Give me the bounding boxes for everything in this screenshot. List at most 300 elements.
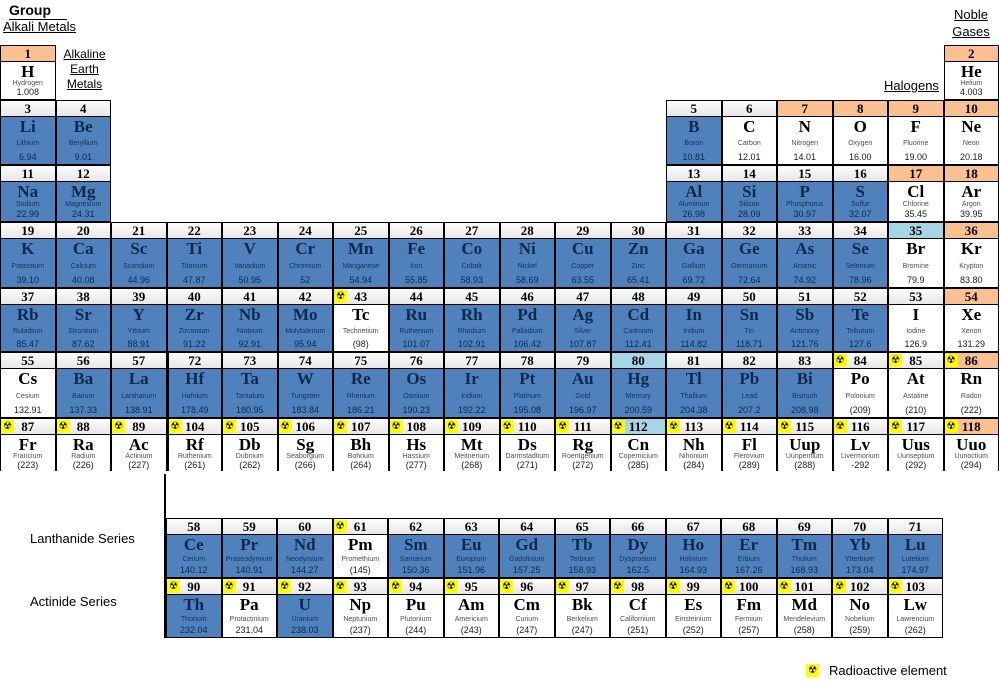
- element-name: Copper: [571, 262, 595, 270]
- element-symbol: W: [296, 369, 314, 388]
- element-cell-Mg: [56, 165, 112, 222]
- element-symbol: Er: [739, 535, 759, 554]
- element-cell-Ag: [555, 288, 611, 352]
- element-cell-Cd: [611, 288, 667, 352]
- element-name: Promethium: [341, 555, 380, 563]
- element-name: Potassium: [11, 262, 45, 270]
- element-symbol: Ac: [128, 435, 149, 454]
- element-cell-Dy: [610, 518, 666, 578]
- element-cell-Bh: [333, 418, 389, 471]
- element-mass: 186.21: [346, 405, 375, 415]
- element-cell-Cs: [0, 352, 56, 418]
- element-cell-Hf: [167, 352, 223, 418]
- element-symbol: Cf: [628, 595, 647, 614]
- element-mass: 26.98: [682, 209, 706, 219]
- element-cell-Nb: [222, 288, 278, 352]
- element-name: Germanium: [730, 262, 768, 270]
- element-cell-Ir: [444, 352, 500, 418]
- element-number: 45: [445, 289, 499, 305]
- element-name: Vanadium: [234, 262, 266, 270]
- element-cell-Db: [222, 418, 278, 471]
- element-symbol: Cs: [18, 369, 38, 388]
- element-name: Thorium: [180, 615, 207, 623]
- element-number: 81: [667, 353, 721, 369]
- element-number: 24: [279, 223, 333, 239]
- element-number: 20: [57, 223, 111, 239]
- element-name: Curium: [515, 615, 539, 623]
- element-name: Nobelium: [844, 615, 875, 623]
- element-mass: 114.82: [680, 339, 708, 349]
- radioactive-icon: ☢: [556, 580, 569, 593]
- element-name: Krypton: [959, 262, 984, 270]
- element-name: Carbon: [737, 140, 761, 147]
- element-number: ☢ 107: [334, 419, 388, 435]
- element-symbol: Cr: [295, 239, 316, 258]
- element-number: 22: [168, 223, 222, 239]
- element-symbol: Fe: [407, 239, 426, 258]
- element-mass: 106.42: [513, 339, 542, 349]
- element-name: Nihonium: [678, 453, 709, 460]
- element-number: 53: [889, 289, 943, 305]
- element-symbol: Ir: [464, 369, 479, 388]
- element-mass: 20.18: [959, 152, 983, 162]
- element-cell-Co: [444, 222, 500, 288]
- radioactive-icon: ☢: [223, 580, 236, 593]
- radioactive-icon: ☢: [834, 354, 847, 367]
- element-name: Indium: [683, 327, 705, 335]
- element-name: Hafnium: [181, 392, 208, 400]
- element-cell-Rn: [944, 352, 999, 418]
- element-mass: (145): [349, 565, 371, 575]
- element-cell-Rh: [444, 288, 500, 352]
- element-cell-Am: [444, 578, 500, 638]
- element-number: 14: [723, 166, 777, 182]
- element-symbol: Zn: [627, 239, 649, 258]
- element-number: 46: [501, 289, 555, 305]
- element-symbol: Pb: [739, 369, 760, 388]
- element-mass: 101.07: [402, 339, 431, 349]
- element-name: Rhodium: [457, 327, 486, 335]
- element-name: Argon: [961, 201, 981, 208]
- element-cell-Ba: [56, 352, 112, 418]
- element-cell-C: [722, 100, 778, 165]
- element-mass: 200.59: [624, 405, 653, 415]
- halogens-link[interactable]: Halogens: [884, 78, 939, 93]
- element-number: 74: [279, 353, 333, 369]
- element-cell-Fr: [0, 418, 56, 471]
- element-name: Sulfur: [851, 201, 870, 208]
- element-number: 19: [1, 223, 55, 239]
- element-mass: 118.71: [735, 339, 763, 349]
- element-mass: (258): [793, 625, 815, 635]
- element-name: Scandium: [123, 262, 155, 270]
- element-name: Fluorine: [903, 140, 929, 147]
- element-mass: 195.08: [513, 405, 542, 415]
- element-number: 69: [778, 519, 832, 535]
- element-name: Xenon: [961, 327, 982, 335]
- element-number: 58: [167, 519, 221, 535]
- radioactive-icon: ☢: [279, 420, 292, 433]
- element-symbol: Eu: [460, 535, 482, 554]
- element-name: Calcium: [70, 262, 96, 270]
- element-number: 77: [445, 353, 499, 369]
- element-mass: 204.38: [679, 405, 708, 415]
- element-cell-Pa: [222, 578, 278, 638]
- element-mass: (272): [572, 460, 594, 470]
- element-cell-Hs: [389, 418, 445, 471]
- radioactive-icon: ☢: [334, 420, 347, 433]
- element-mass: 6.94: [18, 152, 37, 162]
- element-name: Dysprosium: [619, 555, 657, 563]
- element-cell-Se: [833, 222, 889, 288]
- element-mass: (243): [460, 625, 482, 635]
- element-name: Iodine: [906, 327, 926, 335]
- element-number: 59: [223, 519, 277, 535]
- element-symbol: Hs: [406, 435, 427, 454]
- element-number: ☢ 105: [223, 419, 277, 435]
- element-mass: -292: [851, 460, 870, 470]
- element-mass: 158.93: [568, 565, 597, 575]
- radioactive-icon: ☢: [945, 354, 958, 367]
- element-cell-Sb: [777, 288, 833, 352]
- element-number: ☢ 90: [167, 579, 221, 595]
- element-symbol: Mg: [70, 182, 96, 201]
- element-symbol: Be: [73, 117, 93, 136]
- element-symbol: Es: [684, 595, 703, 614]
- element-cell-Nd: [277, 518, 333, 578]
- element-mass: (259): [849, 625, 871, 635]
- element-cell-Be: [56, 100, 112, 165]
- element-symbol: Np: [349, 595, 372, 614]
- element-mass: 92.91: [238, 339, 262, 349]
- element-cell-Pb: [722, 352, 778, 418]
- element-number: ☢ 115: [778, 419, 832, 435]
- element-number: 57: [112, 353, 166, 369]
- element-symbol: Rn: [960, 369, 983, 388]
- element-symbol: Gd: [515, 535, 539, 554]
- element-number: ☢ 100: [722, 579, 776, 595]
- element-mass: (264): [350, 460, 372, 470]
- element-cell-Re: [333, 352, 389, 418]
- element-number: ☢ 108: [390, 419, 444, 435]
- element-mass: 72.64: [737, 275, 761, 285]
- element-name: Polonium: [845, 392, 875, 400]
- element-symbol: F: [910, 117, 921, 136]
- element-name: Hydrogen: [12, 80, 43, 87]
- element-number: 6: [723, 101, 777, 117]
- element-cell-Li: [0, 100, 56, 165]
- element-symbol: Xe: [961, 305, 982, 324]
- element-symbol: Db: [238, 435, 261, 454]
- element-symbol: Pm: [347, 535, 373, 554]
- element-mass: (210): [905, 405, 927, 415]
- element-symbol: Bh: [350, 435, 372, 454]
- element-name: Manganese: [342, 262, 380, 270]
- element-mass: 19.00: [904, 152, 928, 162]
- element-symbol: Md: [791, 595, 817, 614]
- element-mass: (209): [849, 405, 871, 415]
- element-cell-La: [111, 352, 167, 418]
- element-number: ☢ 92: [278, 579, 332, 595]
- element-symbol: Pt: [519, 369, 536, 388]
- element-symbol: Th: [183, 595, 205, 614]
- radioactive-icon: ☢: [889, 354, 902, 367]
- element-symbol: H: [21, 62, 35, 81]
- element-symbol: Uuo: [956, 435, 987, 454]
- element-cell-Mn: [333, 222, 389, 288]
- element-number: 35: [889, 223, 943, 239]
- element-cell-Th: [166, 578, 222, 638]
- radioactive-icon: ☢: [889, 580, 902, 593]
- alkaline-earth-line2: Earth: [70, 62, 99, 76]
- element-mass: 88.91: [127, 339, 151, 349]
- element-symbol: Sr: [74, 305, 92, 324]
- element-name: Iron: [410, 262, 423, 270]
- element-symbol: Tm: [791, 535, 817, 554]
- element-name: Flerovium: [733, 453, 765, 460]
- element-number: ☢ 89: [112, 419, 166, 435]
- element-number: 83: [778, 353, 832, 369]
- element-mass: 140.91: [235, 565, 264, 575]
- radioactive-icon: ☢: [611, 580, 624, 593]
- element-symbol: Cd: [627, 305, 650, 324]
- radioactive-icon: ☢: [57, 420, 70, 433]
- element-number: 82: [723, 353, 777, 369]
- element-symbol: Fl: [741, 435, 757, 454]
- element-cell-Cm: [499, 578, 555, 638]
- element-mass: 232.04: [179, 625, 208, 635]
- element-cell-Ar: [944, 165, 999, 222]
- element-name: Strontium: [68, 327, 99, 335]
- element-symbol: P: [799, 182, 810, 201]
- radioactive-icon: ☢: [445, 420, 458, 433]
- radioactive-icon: ☢: [445, 580, 458, 593]
- element-number: 36: [945, 223, 999, 239]
- element-cell-S: [833, 165, 889, 222]
- element-mass: (227): [128, 460, 150, 470]
- radioactive-icon: ☢: [778, 420, 791, 433]
- element-mass: 39.10: [16, 275, 40, 285]
- lanthanide-grid: [166, 518, 943, 578]
- element-mass: 178.49: [180, 405, 209, 415]
- element-mass: 87.62: [71, 339, 95, 349]
- element-symbol: In: [685, 305, 702, 324]
- element-cell-Uup: [777, 418, 833, 471]
- element-cell-F: [888, 100, 944, 165]
- alkali-metals-link[interactable]: Alkali Metals: [3, 19, 76, 34]
- element-symbol: He: [960, 62, 982, 81]
- element-mass: 47.87: [182, 275, 206, 285]
- element-name: Erbium: [737, 555, 760, 563]
- element-name: Tungsten: [290, 392, 320, 400]
- element-mass: (261): [184, 460, 206, 470]
- element-name: Rubidium: [12, 327, 43, 335]
- radioactive-icon: ☢: [833, 580, 846, 593]
- element-symbol: Nh: [682, 435, 705, 454]
- element-symbol: Rg: [572, 435, 594, 454]
- element-name: Meitnerium: [454, 453, 490, 460]
- element-symbol: Mt: [460, 435, 483, 454]
- element-mass: 14.01: [793, 152, 817, 162]
- element-mass: 131.29: [957, 339, 986, 349]
- radioactive-icon: ☢: [223, 420, 236, 433]
- element-name: Uunseptium: [897, 453, 935, 460]
- alkaline-earth-line3: Metals: [66, 77, 103, 91]
- element-number: ☢ 113: [667, 419, 721, 435]
- element-name: Gadolinium: [509, 555, 545, 563]
- element-cell-Cl: [888, 165, 944, 222]
- element-mass: 22.99: [16, 209, 40, 219]
- element-name: Plutonium: [400, 615, 432, 623]
- element-symbol: Co: [461, 239, 483, 258]
- element-name: Lutetium: [901, 555, 929, 563]
- element-cell-Xe: [944, 288, 999, 352]
- element-name: Magnesium: [65, 201, 102, 208]
- element-name: Molybdenum: [285, 327, 326, 335]
- element-cell-Zn: [611, 222, 667, 288]
- element-name: Zinc: [631, 262, 645, 270]
- noble-gases-link[interactable]: [947, 6, 995, 40]
- element-cell-Br: [888, 222, 944, 288]
- element-cell-Ga: [666, 222, 722, 288]
- element-cell-Ac: [111, 418, 167, 471]
- element-name: Antimony: [790, 327, 820, 335]
- radioactive-icon: ☢: [667, 580, 680, 593]
- element-symbol: Rb: [16, 305, 39, 324]
- element-number: 12: [57, 166, 111, 182]
- element-number: ☢ 114: [723, 419, 777, 435]
- element-mass: 121.76: [790, 339, 819, 349]
- element-number: 32: [723, 223, 777, 239]
- element-symbol: Kr: [960, 239, 982, 258]
- element-mass: 192.22: [457, 405, 486, 415]
- radioactive-icon: ☢: [834, 420, 847, 433]
- element-name: Americium: [454, 615, 488, 623]
- element-mass: 151.96: [457, 565, 486, 575]
- element-name: Lithium: [16, 140, 40, 147]
- element-name: Silver: [573, 327, 592, 335]
- element-name: Titanium: [180, 262, 208, 270]
- element-symbol: Nb: [238, 305, 261, 324]
- element-mass: (271): [516, 460, 538, 470]
- element-symbol: No: [849, 595, 871, 614]
- element-mass: (226): [72, 460, 94, 470]
- element-number: 65: [556, 519, 610, 535]
- element-name: Lead: [741, 392, 758, 400]
- periodic-table-grid: [0, 45, 999, 471]
- element-mass: (266): [294, 460, 316, 470]
- element-mass: 183.84: [291, 405, 320, 415]
- element-cell-Sc: [111, 222, 167, 288]
- element-mass: 16.00: [848, 152, 872, 162]
- element-symbol: K: [21, 239, 35, 258]
- element-name: Hassium: [402, 453, 430, 460]
- element-mass: 4.003: [959, 87, 983, 97]
- element-symbol: Ds: [517, 435, 537, 454]
- element-mass: 58.93: [460, 275, 484, 285]
- element-mass: (237): [349, 625, 371, 635]
- element-number: 30: [612, 223, 666, 239]
- element-cell-I: [888, 288, 944, 352]
- element-cell-Cn: [611, 418, 667, 471]
- element-name: Radium: [71, 453, 96, 460]
- element-cell-Rb: [0, 288, 56, 352]
- element-cell-Ds: [500, 418, 556, 471]
- element-number: 16: [834, 166, 888, 182]
- radioactive-icon: ☢: [945, 420, 958, 433]
- element-cell-Si: [722, 165, 778, 222]
- element-mass: 207.2: [737, 405, 761, 415]
- element-symbol: Lu: [904, 535, 926, 554]
- element-cell-Pu: [388, 578, 444, 638]
- element-mass: 39.95: [959, 209, 983, 219]
- alkaline-earth-line1: Alkaline: [63, 47, 106, 61]
- element-symbol: Cn: [627, 435, 650, 454]
- element-name: Roentgenium: [561, 453, 604, 460]
- noble-gases-line1: Noble: [954, 7, 988, 22]
- element-cell-Zr: [167, 288, 223, 352]
- element-number: 21: [112, 223, 166, 239]
- element-cell-Hg: [611, 352, 667, 418]
- element-number: 38: [57, 289, 111, 305]
- element-number: 10: [945, 101, 999, 117]
- element-name: Californium: [620, 615, 656, 623]
- element-cell-Fl: [722, 418, 778, 471]
- element-cell-Ru: [389, 288, 445, 352]
- element-symbol: U: [298, 595, 311, 614]
- element-cell-Sr: [56, 288, 112, 352]
- element-symbol: Al: [685, 182, 703, 201]
- element-mass: 63.55: [571, 275, 595, 285]
- element-name: Praseodymium: [225, 555, 273, 563]
- element-number: ☢ 109: [445, 419, 499, 435]
- element-number: 29: [556, 223, 610, 239]
- element-mass: 144.27: [290, 565, 319, 575]
- element-number: 27: [445, 223, 499, 239]
- element-mass: 173.04: [845, 565, 874, 575]
- element-symbol: Ho: [682, 535, 705, 554]
- element-mass: 231.04: [235, 625, 264, 635]
- element-name: Tantalum: [235, 392, 264, 400]
- element-number: ☢ 111: [556, 419, 610, 435]
- element-number: ☢ 84: [834, 353, 888, 369]
- element-symbol: Zr: [184, 305, 204, 324]
- element-mass: (247): [516, 625, 538, 635]
- element-name: Thulium: [791, 555, 817, 563]
- element-cell-At: [888, 352, 944, 418]
- element-symbol: C: [743, 117, 756, 136]
- element-cell-Lu: [888, 518, 944, 578]
- element-name: Barium: [72, 392, 95, 400]
- element-number: ☢ 86: [945, 353, 999, 369]
- element-name: Dubnium: [235, 453, 264, 460]
- element-number: 60: [278, 519, 332, 535]
- element-mass: 168.93: [790, 565, 819, 575]
- element-cell-W: [278, 352, 334, 418]
- element-cell-Na: [0, 165, 56, 222]
- element-cell-Mt: [444, 418, 500, 471]
- element-mass: (288): [794, 460, 816, 470]
- element-cell-Yb: [832, 518, 888, 578]
- element-name: Lawrencium: [896, 615, 935, 623]
- element-mass: (262): [904, 625, 926, 635]
- element-number: 51: [778, 289, 832, 305]
- element-number: ☢ 43: [334, 289, 388, 305]
- element-symbol: Ca: [72, 239, 94, 258]
- element-mass: (222): [960, 405, 982, 415]
- element-mass: (277): [405, 460, 427, 470]
- element-name: Radon: [960, 392, 982, 400]
